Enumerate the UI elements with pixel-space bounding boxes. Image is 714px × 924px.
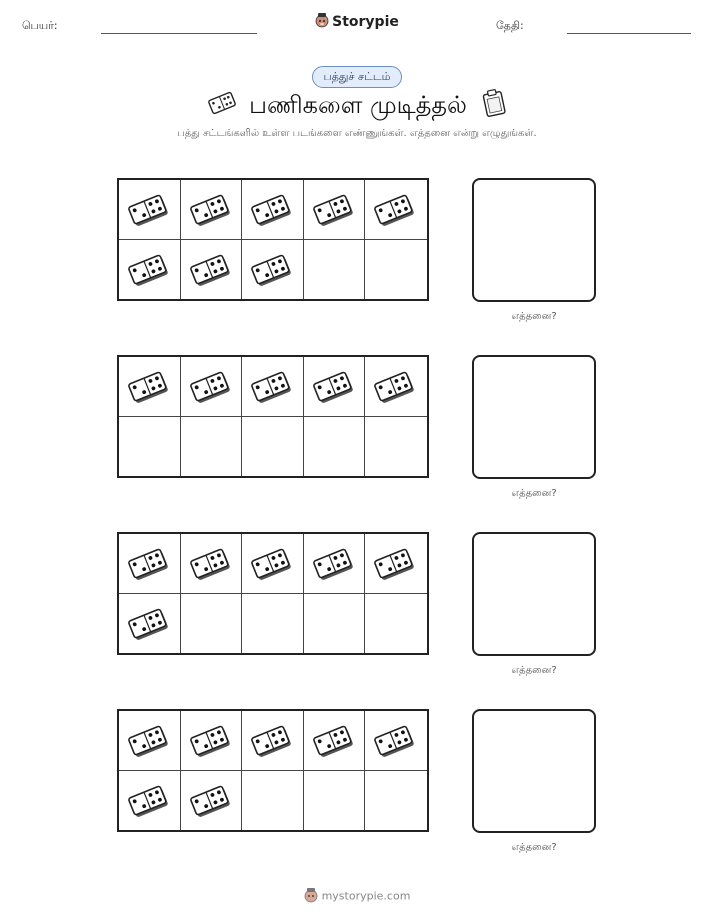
ten-frame-cell [119, 534, 181, 594]
ten-frame-cell [304, 357, 366, 417]
ten-frame-cell [181, 534, 243, 594]
domino-icon [189, 723, 233, 761]
ten-frame-cell [365, 594, 427, 654]
ten-frame-cell [119, 357, 181, 417]
domino-icon [127, 606, 171, 644]
ten-frame-cell [181, 240, 243, 300]
ten-frame-cell [242, 534, 304, 594]
domino-icon [127, 252, 171, 290]
domino-icon [373, 369, 417, 407]
answer-box[interactable] [472, 532, 596, 656]
page-title [0, 88, 714, 124]
ten-frame-cell [304, 534, 366, 594]
ten-frame-cell [365, 771, 427, 831]
domino-icon [250, 252, 294, 290]
ten-frame-cell [181, 180, 243, 240]
ten-frame-cell [304, 417, 366, 477]
ten-frame-cell [242, 771, 304, 831]
ten-frame-cell [304, 711, 366, 771]
ten-frame-cell [119, 240, 181, 300]
answer-box[interactable] [472, 178, 596, 302]
answer-prompt: எத்தனை? [511, 665, 557, 676]
date-line[interactable] [567, 33, 691, 34]
ten-frame-cell [304, 594, 366, 654]
domino-icon [127, 783, 171, 821]
brand [0, 12, 714, 32]
domino-icon [189, 546, 233, 584]
ten-frame-cell [119, 180, 181, 240]
brand-name: Storypie [332, 14, 399, 30]
domino-icon [127, 546, 171, 584]
domino-icon [207, 91, 237, 121]
date-label: தேதி: [496, 19, 524, 32]
ten-frame-cell [181, 711, 243, 771]
ten-frame-cell [119, 711, 181, 771]
clipboard-icon [481, 88, 507, 124]
storypie-logo-icon [315, 12, 329, 32]
ten-frame-cell [119, 417, 181, 477]
domino-icon [127, 369, 171, 407]
ten-frame [117, 355, 429, 478]
name-line[interactable] [101, 33, 257, 34]
ten-frame-cell [365, 180, 427, 240]
ten-frame-cell [304, 771, 366, 831]
ten-frame-cell [365, 711, 427, 771]
domino-icon [127, 192, 171, 230]
domino-icon [373, 546, 417, 584]
ten-frame-cell [242, 417, 304, 477]
storypie-logo-icon [304, 887, 318, 906]
domino-icon [250, 546, 294, 584]
domino-icon [250, 192, 294, 230]
answer-prompt: எத்தனை? [511, 488, 557, 499]
domino-icon [373, 192, 417, 230]
ten-frame-cell [242, 594, 304, 654]
ten-frame-cell [119, 594, 181, 654]
ten-frame-cell [304, 240, 366, 300]
ten-frame-cell [242, 711, 304, 771]
ten-frame-cell [181, 594, 243, 654]
ten-frame [117, 532, 429, 655]
ten-frame-cell [119, 771, 181, 831]
domino-icon [312, 723, 356, 761]
answer-prompt: எத்தனை? [511, 842, 557, 853]
title-text: பணிகளை முடித்தல் [249, 91, 467, 119]
ten-frame-cell [242, 240, 304, 300]
domino-icon [189, 252, 233, 290]
domino-icon [312, 369, 356, 407]
ten-frame-cell [365, 357, 427, 417]
ten-frame-cell [181, 417, 243, 477]
ten-frame-cell [242, 357, 304, 417]
topic-badge: பத்துச் சட்டம் [312, 66, 402, 88]
ten-frame [117, 178, 429, 301]
answer-box[interactable] [472, 355, 596, 479]
ten-frame-cell [304, 180, 366, 240]
ten-frame-cell [181, 357, 243, 417]
domino-icon [312, 192, 356, 230]
answer-box[interactable] [472, 709, 596, 833]
ten-frame-cell [365, 240, 427, 300]
domino-icon [127, 723, 171, 761]
ten-frame-cell [181, 771, 243, 831]
domino-icon [189, 369, 233, 407]
footer [0, 887, 714, 906]
answer-prompt: எத்தனை? [511, 311, 557, 322]
instructions: பத்து சட்டங்களில் உள்ள படங்களை எண்ணுங்கள். எத்தனை என்று எழுதுங்கள். [177, 128, 537, 139]
domino-icon [250, 723, 294, 761]
domino-icon [189, 192, 233, 230]
footer-url[interactable]: mystorypie.com [321, 889, 411, 903]
domino-icon [312, 546, 356, 584]
ten-frame-cell [365, 534, 427, 594]
ten-frame-cell [242, 180, 304, 240]
domino-icon [373, 723, 417, 761]
ten-frame [117, 709, 429, 832]
domino-icon [189, 783, 233, 821]
ten-frame-cell [365, 417, 427, 477]
name-label: பெயர்: [22, 19, 58, 32]
domino-icon [250, 369, 294, 407]
